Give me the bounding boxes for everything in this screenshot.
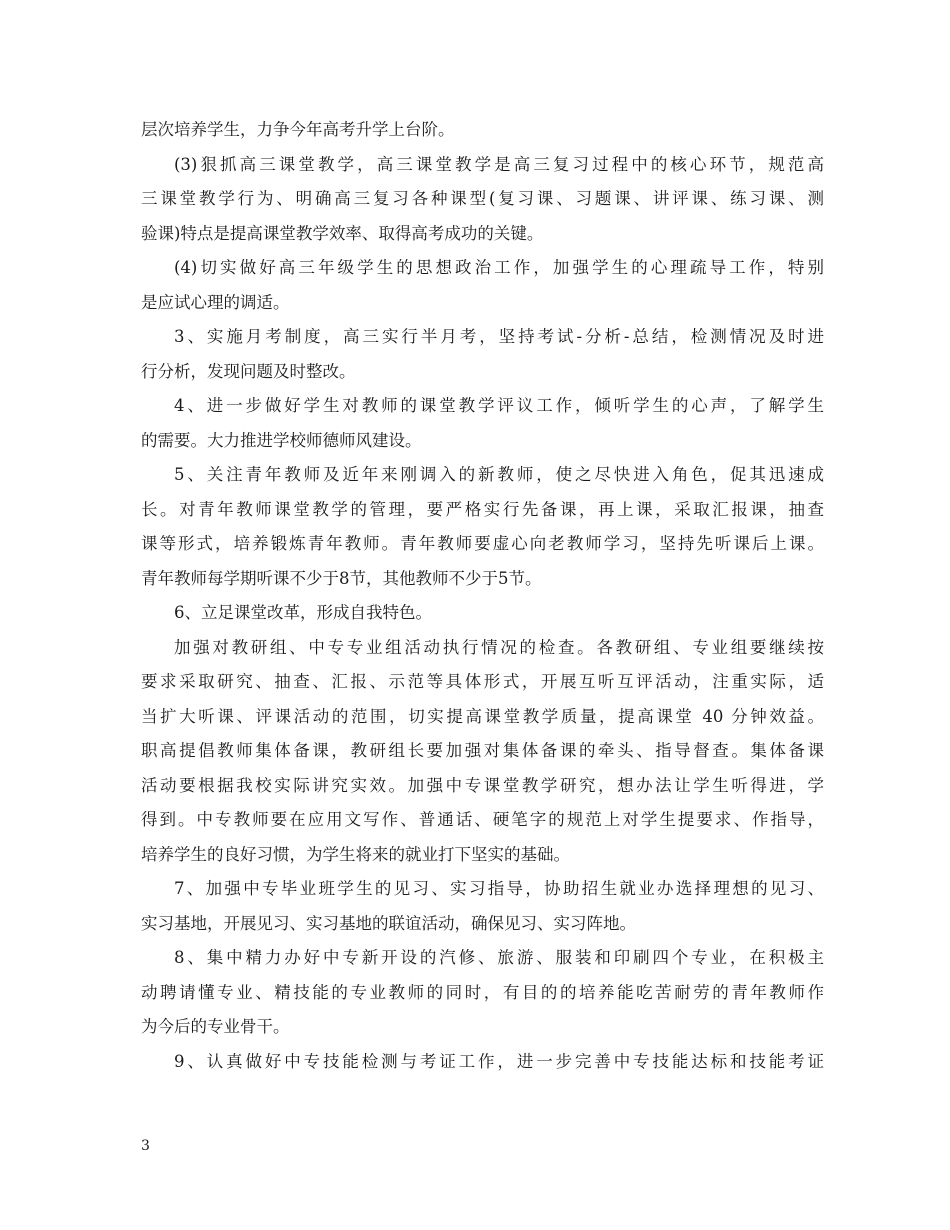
text-line: 为今后的专业骨干。: [141, 1017, 290, 1036]
text-line: 9、认真做好中专技能检测与考证工作，进一步完善中专技能达标和技能考证: [174, 1051, 824, 1071]
text-line: 行分析，发现问题及时整改。: [141, 361, 356, 381]
text-line: 是应试心理的调适。: [141, 292, 290, 312]
text-line: 长。对青年教师课堂教学的管理，要严格实行先备课，再上课，采取汇报课，抽查: [141, 499, 824, 519]
text-line: 培养学生的良好习惯，为学生将来的就业打下坚实的基础。: [141, 844, 570, 864]
text-line: 动聘请懂专业、精技能的专业教师的同时，有目的的培养能吃苦耐劳的青年教师作: [141, 982, 824, 1002]
text-line: 4、进一步做好学生对教师的课堂教学评议工作，倾听学生的心声，了解学生: [174, 396, 824, 415]
text-line: 的需要。大力推进学校师德师风建设。: [141, 430, 422, 450]
text-line: 验课)特点是提高课堂教学效率、取得高考成功的关键。: [141, 223, 544, 243]
text-line: 活动要根据我校实际讲究实效。加强中专课堂教学研究，想办法让学生听得进，学: [141, 775, 824, 795]
text-line: 要求采取研究、抽查、汇报、示范等具体形式，开展互听互评活动，注重实际，适: [141, 672, 824, 691]
text-line: 5、关注青年教师及近年来刚调入的新教师，使之尽快进入角色，促其迅速成: [174, 465, 824, 484]
text-line: 6、立足课堂改革，形成自我特色。: [174, 603, 432, 622]
text-line: 实习基地，开展见习、实习基地的联谊活动，确保见习、实习阵地。: [141, 913, 636, 933]
text-line: 当扩大听课、评课活动的范围，切实提高课堂教学质量，提高课堂 40 分钟效益。: [141, 706, 824, 726]
text-line: 青年教师每学期听课不少于8节，其他教师不少于5节。: [141, 568, 542, 588]
text-line: 职高提倡教师集体备课，教研组长要加强对集体备课的牵头、指导督查。集体备课: [141, 741, 824, 760]
text-line: (4)切实做好高三年级学生的思想政治工作，加强学生的心理疏导工作，特别: [174, 258, 824, 277]
text-line: 三课堂教学行为、明确高三复习各种课型(复习课、习题课、讲评课、练习课、测: [141, 189, 824, 208]
text-line: 得到。中专教师要在应用文写作、普通话、硬笔字的规范上对学生提要求、作指导，: [141, 810, 824, 829]
body-text: [141, 113, 824, 1079]
text-line: 3、实施月考制度，高三实行半月考，坚持考试-分析-总结，检测情况及时进: [174, 327, 824, 346]
text-line: 7、加强中专毕业班学生的见习、实习指导，协助招生就业办选择理想的见习、: [174, 879, 824, 898]
page-number: 3: [141, 1138, 150, 1154]
text-line: 层次培养学生，力争今年高考升学上台阶。: [141, 120, 455, 139]
text-line: 课等形式，培养锻炼青年教师。青年教师要虚心向老教师学习，坚持先听课后上课。: [141, 534, 824, 553]
text-line: 加强对教研组、中专专业组活动执行情况的检查。各教研组、专业组要继续按: [174, 637, 824, 657]
text-line: 8、集中精力办好中专新开设的汽修、旅游、服装和印刷四个专业，在积极主: [174, 948, 824, 967]
text-line: (3)狠抓高三课堂教学，高三课堂教学是高三复习过程中的核心环节，规范高: [174, 154, 824, 174]
